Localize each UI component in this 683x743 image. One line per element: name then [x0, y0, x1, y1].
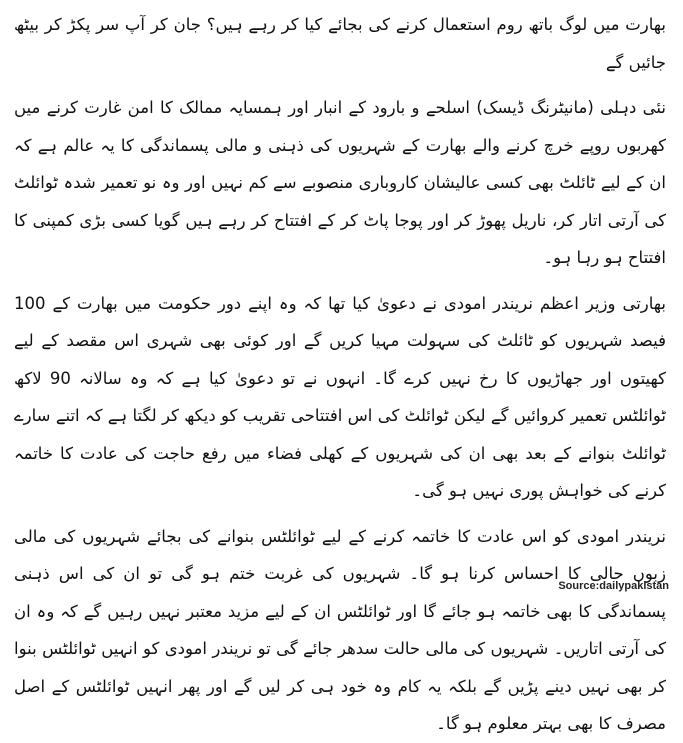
article-headline: بھارت میں لوگ باتھ روم استعمال کرنے کی بجائے کیا کر رہے ہیں؟ جان کر آپ سر پکڑ کر بیٹھ جائیں گے [14, 15, 666, 72]
article-paragraph-1: نئی دہلی (مانیٹرنگ ڈیسک) اسلحے و بارود کے انبار اور ہمسایہ ممالک کا امن غارت کرنے میں کھربوں روپے خرچ کرنے والے بھارت کے شہریوں کی ذہنی و مالی پسماندگی کا یہ عالم ہے کہ ان کے لیے ٹائلٹ بھی کسی عالیشان کاروباری منصوبے سے کم نہیں اور وہ نو تعمیر شدہ ٹوائلٹ کی آرتی اتار کر، ناریل پھوڑ کر اور پوجا پاٹ کر کے افتتاح کر رہے ہیں گویا کسی بڑی کمپنی کا افتتاح ہو رہا ہو۔ [14, 98, 666, 267]
source-credit: Source:dailypakistan [558, 580, 669, 592]
article [14, 6, 666, 743]
article-paragraph-3: نریندر امودی کو اس عادت کا خاتمہ کرنے کے لیے ٹوائلٹس بنوانے کی بجائے شہریوں کی مالی زبوں حالی کا احساس کرنا ہو گا۔ شہریوں کی غربت ختم ہو گی تو ان کی اس ذہنی پسماندگی کا بھی خاتمہ ہو جائے گا اور ٹوائلٹس ان کے لیے مزید معتبر نہیں رہیں گے کہ وہ ان کی آرتی اتاریں۔ شہریوں کی مالی حالت سدھر جائے گی تو نریندر امودی کو انہیں ٹوائلٹس بنوا کر بھی نہیں دینے پڑیں گے بلکہ یہ کام وہ خود ہی کر لیں گے اور پھر انہیں ٹوائلٹس کے اصل مصرف کا بھی بہتر معلوم ہو گا۔ [14, 526, 666, 733]
article-paragraph-2: بھارتی وزیر اعظم نریندر امودی نے دعویٰ کیا تھا کہ وہ اپنے دور حکومت میں بھارت کے 100 فیصد شہریوں کو ٹائلٹ کی سہولت مہیا کریں گے اور کوئی بھی شہری اس مقصد کے لیے کھیتوں اور جھاڑیوں کا رخ نہیں کرے گا۔ انہوں نے تو دعویٰ کیا ہے کہ وہ سالانہ 90 لاکھ ٹوائلٹس تعمیر کروائیں گے لیکن ٹوائلٹ کی اس افتتاحی تقریب کو دیکھ کر لگتا ہے کہ اتنے سارے ٹوائلٹ بنوانے کے بعد بھی ان کی شہریوں کے کھلی فضاء میں رفع حاجت کی عادت کا خاتمہ کرنے کی خواہش پوری نہیں ہو گی۔ [14, 293, 666, 500]
